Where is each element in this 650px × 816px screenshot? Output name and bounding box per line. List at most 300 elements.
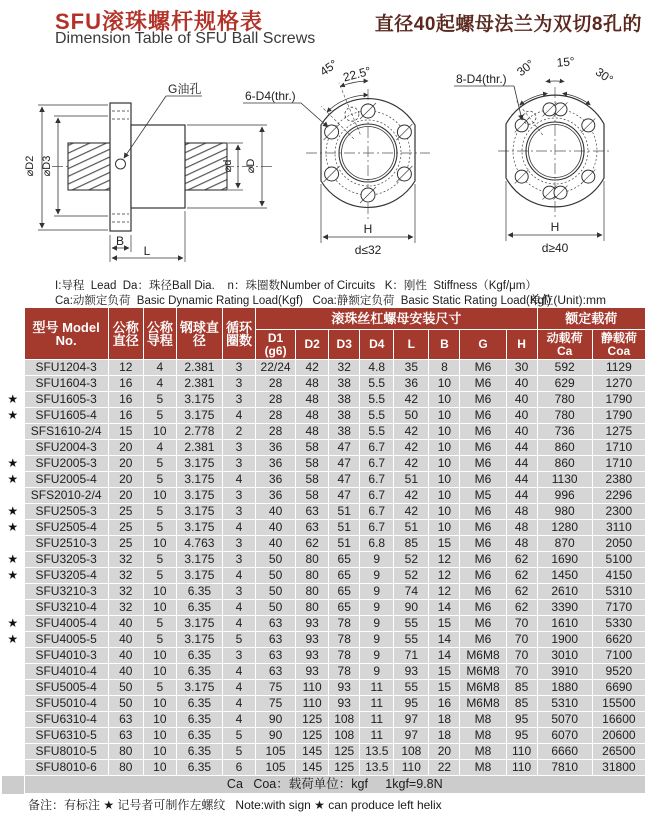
col-header-ball: 钢球直径 <box>176 308 222 360</box>
star-cell <box>2 648 24 664</box>
cell: 38 <box>329 408 360 424</box>
cell: 85 <box>394 536 429 552</box>
cell: 40 <box>256 504 296 520</box>
cell: 70 <box>506 664 537 680</box>
cell: 3 <box>222 392 255 408</box>
cell: 10 <box>429 424 460 440</box>
svg-text:G油孔: G油孔 <box>168 82 202 96</box>
page-title-cn: SFU滚珠螺杆规格表 <box>55 9 264 34</box>
flange8-drawing <box>454 54 616 255</box>
cell: 10 <box>429 488 460 504</box>
cell: 51 <box>329 504 360 520</box>
cell: 3.175 <box>176 472 222 488</box>
cell: 3.175 <box>176 552 222 568</box>
cell: 13.5 <box>360 760 394 776</box>
cell: 3 <box>222 552 255 568</box>
cell: 1790 <box>592 408 645 424</box>
cell: 1900 <box>537 632 592 648</box>
cell: 2300 <box>592 504 645 520</box>
cell: 10 <box>143 488 176 504</box>
cell: 95 <box>506 712 537 728</box>
cell: 40 <box>506 408 537 424</box>
cell: 36 <box>256 488 296 504</box>
cell: 32 <box>108 552 143 568</box>
cell: SFU3205-4 <box>24 568 108 584</box>
cell: 5 <box>222 728 255 744</box>
star-cell: ★ <box>2 632 24 648</box>
technical-drawings <box>0 53 650 275</box>
table-row <box>2 488 646 504</box>
cell: 52 <box>394 552 429 568</box>
table-row <box>2 696 646 712</box>
cell: 3.175 <box>176 408 222 424</box>
cell: 65 <box>329 600 360 616</box>
cell: 70 <box>506 648 537 664</box>
col-header-dia: 公称直径 <box>108 308 143 360</box>
cell: 10 <box>143 696 176 712</box>
cell: M8 <box>460 760 506 776</box>
cell: SFU2505-3 <box>24 504 108 520</box>
cell: 50 <box>108 696 143 712</box>
cell: 42 <box>394 456 429 472</box>
cell: SFU2005-4 <box>24 472 108 488</box>
cell: SFU4005-5 <box>24 632 108 648</box>
cell: 3.175 <box>176 680 222 696</box>
cell: 4 <box>222 680 255 696</box>
cell: 42 <box>394 392 429 408</box>
cell: SFU8010-6 <box>24 760 108 776</box>
cell: 105 <box>256 760 296 776</box>
cell: 5.5 <box>360 392 394 408</box>
cell: 36 <box>256 472 296 488</box>
cell: 1130 <box>537 472 592 488</box>
star-cell <box>2 584 24 600</box>
cell: 40 <box>506 424 537 440</box>
cell: 105 <box>256 744 296 760</box>
cell: 1270 <box>592 376 645 392</box>
cell: 15 <box>108 424 143 440</box>
cell: 80 <box>296 568 329 584</box>
table-row <box>2 360 646 376</box>
cell: 860 <box>537 456 592 472</box>
cell: 70 <box>506 616 537 632</box>
cell: 8 <box>429 360 460 376</box>
cell: 780 <box>537 392 592 408</box>
cell: 108 <box>394 744 429 760</box>
cell: 7100 <box>592 648 645 664</box>
cell: SFU6310-5 <box>24 728 108 744</box>
cell: 48 <box>296 376 329 392</box>
cell: 4 <box>222 696 255 712</box>
cell: 9 <box>360 584 394 600</box>
cell: 6660 <box>537 744 592 760</box>
cell: 7810 <box>537 760 592 776</box>
cell: 5 <box>143 568 176 584</box>
cell: 63 <box>256 616 296 632</box>
unit-note-cell: Ca Coa：载荷单位：kgf 1kgf=9.8N <box>24 776 645 794</box>
cell: 1790 <box>592 392 645 408</box>
star-cell <box>2 424 24 440</box>
star-cell <box>2 664 24 680</box>
cell: 5 <box>143 456 176 472</box>
table-row <box>2 632 646 648</box>
cell: 58 <box>296 456 329 472</box>
cell: 15 <box>429 680 460 696</box>
cell: 62 <box>506 568 537 584</box>
cell: 62 <box>506 552 537 568</box>
cell: M6M8 <box>460 696 506 712</box>
cell: M6 <box>460 520 506 536</box>
cell: 50 <box>108 680 143 696</box>
cell: 40 <box>256 520 296 536</box>
star-cell <box>2 696 24 712</box>
cell: 44 <box>506 472 537 488</box>
cell: SFU3210-3 <box>24 584 108 600</box>
cell: SFU4010-3 <box>24 648 108 664</box>
cell: 3910 <box>537 664 592 680</box>
cell: 71 <box>394 648 429 664</box>
cell: 6.35 <box>176 760 222 776</box>
star-cell: ★ <box>2 456 24 472</box>
cell: 5.5 <box>360 376 394 392</box>
cell: 18 <box>429 712 460 728</box>
cell: M8 <box>460 728 506 744</box>
cell: 3 <box>222 648 255 664</box>
cell: 110 <box>394 760 429 776</box>
flange8-holes-label <box>454 72 522 120</box>
table-row <box>2 424 646 440</box>
cell: 42 <box>296 360 329 376</box>
cell: 4 <box>222 568 255 584</box>
cell: 10 <box>143 424 176 440</box>
cell: 80 <box>108 760 143 776</box>
table-row <box>2 600 646 616</box>
cell: 1710 <box>592 456 645 472</box>
cell: 7170 <box>592 600 645 616</box>
cell: 93 <box>296 664 329 680</box>
cell: 4 <box>143 440 176 456</box>
cell: 12 <box>429 584 460 600</box>
dim-b-label: B <box>115 234 125 248</box>
cell: SFU3210-4 <box>24 600 108 616</box>
cell: 592 <box>537 360 592 376</box>
cell: SFU3205-3 <box>24 552 108 568</box>
col-header-model: 型号 Model No. <box>24 308 108 360</box>
cell: 6.7 <box>360 472 394 488</box>
cell: 75 <box>256 680 296 696</box>
cell: 35 <box>394 360 429 376</box>
col-header-coa: 静载荷 Coa <box>592 330 645 360</box>
cell: 78 <box>329 632 360 648</box>
cell: 5 <box>143 472 176 488</box>
cell: SFS1610-2/4 <box>24 424 108 440</box>
cell: 2380 <box>592 472 645 488</box>
cell: 36 <box>256 456 296 472</box>
cell: M6M8 <box>460 664 506 680</box>
cell: 3 <box>222 488 255 504</box>
cell: 5 <box>143 552 176 568</box>
cell: 9 <box>360 552 394 568</box>
cell: M8 <box>460 744 506 760</box>
flange8-cond-label: d≥40 <box>541 241 569 255</box>
cell: 10 <box>143 760 176 776</box>
cell: SFU4010-4 <box>24 664 108 680</box>
cell: 3 <box>222 376 255 392</box>
cell: 14 <box>429 632 460 648</box>
cell: SFU1604-3 <box>24 376 108 392</box>
cell: 48 <box>296 408 329 424</box>
cell: 3.175 <box>176 488 222 504</box>
cell: 110 <box>506 744 537 760</box>
cell: 65 <box>329 584 360 600</box>
cell: 63 <box>296 520 329 536</box>
flange6-drawing <box>243 57 430 257</box>
cell: 5 <box>143 392 176 408</box>
cell: 62 <box>506 584 537 600</box>
cell: 5.5 <box>360 408 394 424</box>
cell: 58 <box>296 472 329 488</box>
cell: 90 <box>394 600 429 616</box>
cell: M6 <box>460 616 506 632</box>
cell: 28 <box>256 376 296 392</box>
col-header-lead: 公称导程 <box>143 308 176 360</box>
cell: 6.35 <box>176 696 222 712</box>
cell: 32 <box>329 360 360 376</box>
cell: 11 <box>360 728 394 744</box>
cell: SFU6310-4 <box>24 712 108 728</box>
cell: 1690 <box>537 552 592 568</box>
cell: 97 <box>394 712 429 728</box>
cell: 48 <box>506 504 537 520</box>
cell: 2050 <box>592 536 645 552</box>
cell: 18 <box>429 728 460 744</box>
table-row <box>2 504 646 520</box>
cell: 40 <box>506 376 537 392</box>
cell: 3.175 <box>176 632 222 648</box>
cell: 3 <box>222 504 255 520</box>
cell: 10 <box>143 712 176 728</box>
cell: 15500 <box>592 696 645 712</box>
cell: 6.35 <box>176 584 222 600</box>
cell: 38 <box>329 424 360 440</box>
cell: 70 <box>506 632 537 648</box>
table-row <box>2 568 646 584</box>
cell: 5 <box>222 744 255 760</box>
cell: M6 <box>460 408 506 424</box>
cell: 51 <box>329 520 360 536</box>
cell: 870 <box>537 536 592 552</box>
table-row <box>2 520 646 536</box>
cell: 6690 <box>592 680 645 696</box>
cell: SFU2505-4 <box>24 520 108 536</box>
page-title-right-note: 直径40起螺母法兰为双切8孔的 <box>374 14 642 35</box>
spec-table <box>2 307 646 794</box>
cell: 22 <box>429 760 460 776</box>
cell: 3.175 <box>176 616 222 632</box>
cell: 55 <box>394 680 429 696</box>
cell: 93 <box>296 632 329 648</box>
cell: 125 <box>296 728 329 744</box>
cell: 2.381 <box>176 360 222 376</box>
cell: 65 <box>329 568 360 584</box>
cell: M6 <box>460 504 506 520</box>
star-cell: ★ <box>2 504 24 520</box>
col-header-d1: D1 (g6) <box>256 330 296 360</box>
cell: 78 <box>329 664 360 680</box>
cell: SFU2004-3 <box>24 440 108 456</box>
col-header-circuits: 循环圈数 <box>222 308 255 360</box>
cell: 1275 <box>592 424 645 440</box>
cell: M6 <box>460 472 506 488</box>
cell: 65 <box>329 552 360 568</box>
cell: 145 <box>296 760 329 776</box>
table-row <box>2 664 646 680</box>
cell: 15 <box>429 664 460 680</box>
table-row <box>2 584 646 600</box>
cell: 6.7 <box>360 456 394 472</box>
cell: M6 <box>460 392 506 408</box>
cell: 42 <box>394 504 429 520</box>
cell: 9 <box>360 632 394 648</box>
cell: 10 <box>429 456 460 472</box>
cell: 9 <box>360 600 394 616</box>
cell: 11 <box>360 680 394 696</box>
cell: 996 <box>537 488 592 504</box>
cell: 93 <box>329 696 360 712</box>
cell: 13.5 <box>360 744 394 760</box>
dim-d3-label: ⌀D3 <box>41 155 53 177</box>
cell: 80 <box>296 552 329 568</box>
cell: 1710 <box>592 440 645 456</box>
cell: 860 <box>537 440 592 456</box>
table-row <box>2 728 646 744</box>
cell: 50 <box>256 568 296 584</box>
cell: 93 <box>394 664 429 680</box>
cell: M6 <box>460 536 506 552</box>
cell: 780 <box>537 408 592 424</box>
angle-30r-label: 30° <box>592 64 616 87</box>
angle-225-label: 22.5° <box>341 63 373 85</box>
cell: 25 <box>108 536 143 552</box>
cell: SFU2510-3 <box>24 536 108 552</box>
col-header-d3: D3 <box>329 330 360 360</box>
cell: 10 <box>429 472 460 488</box>
cell: 110 <box>296 696 329 712</box>
cell: 10 <box>143 600 176 616</box>
cell: 16 <box>108 408 143 424</box>
cell: 3.175 <box>176 456 222 472</box>
cell: 6.7 <box>360 504 394 520</box>
star-cell: ★ <box>2 472 24 488</box>
cell: 5 <box>143 616 176 632</box>
cell: 3390 <box>537 600 592 616</box>
cell: 47 <box>329 472 360 488</box>
cell: 26500 <box>592 744 645 760</box>
svg-text:8-D4(thr.): 8-D4(thr.) <box>456 72 507 86</box>
cell: 6.35 <box>176 744 222 760</box>
cell: 42 <box>394 424 429 440</box>
cell: 3 <box>222 360 255 376</box>
cell: 4.8 <box>360 360 394 376</box>
cell: 10 <box>143 584 176 600</box>
cell: 40 <box>108 632 143 648</box>
cell: 5310 <box>592 584 645 600</box>
cell: SFU1605-4 <box>24 408 108 424</box>
cell: 6.35 <box>176 712 222 728</box>
cell: M6M8 <box>460 680 506 696</box>
cell: 63 <box>108 712 143 728</box>
cell: 736 <box>537 424 592 440</box>
angle-30l-label: 30° <box>514 56 538 79</box>
cell: 47 <box>329 456 360 472</box>
cell: 5 <box>143 680 176 696</box>
cell: M6 <box>460 440 506 456</box>
cell: 48 <box>296 392 329 408</box>
cell: 90 <box>256 728 296 744</box>
legend-line2: Ca:动额定负荷 Basic Dynamic Rating Load(Kgf) Coa:静额定负荷 Basic Static Rating Load(Kgf) <box>55 295 551 307</box>
star-cell <box>2 376 24 392</box>
cell: 4150 <box>592 568 645 584</box>
cell: 16 <box>429 696 460 712</box>
cell: 14 <box>429 600 460 616</box>
side-view-drawing <box>24 81 272 262</box>
star-cell <box>2 728 24 744</box>
star-cell <box>2 360 24 376</box>
cell: M6M8 <box>460 648 506 664</box>
cell: 78 <box>329 616 360 632</box>
table-row <box>2 392 646 408</box>
cell: 10 <box>143 728 176 744</box>
cell: 50 <box>256 552 296 568</box>
cell: 20 <box>108 472 143 488</box>
bottom-note: 备注：有标注 ★ 记号者可制作左螺纹 Note:with sign ★ can produce left helix <box>28 798 442 812</box>
cell: 5330 <box>592 616 645 632</box>
cell: M6 <box>460 360 506 376</box>
table-row <box>2 552 646 568</box>
cell: 3 <box>222 584 255 600</box>
cell: 20 <box>429 744 460 760</box>
page-title-en: Dimension Table of SFU Ball Screws <box>55 30 316 47</box>
cell: 2.381 <box>176 440 222 456</box>
col-header-d2: D2 <box>296 330 329 360</box>
cell: 3 <box>222 456 255 472</box>
cell: 10 <box>143 744 176 760</box>
cell: M6 <box>460 376 506 392</box>
cell: 55 <box>394 616 429 632</box>
cell: 10 <box>429 504 460 520</box>
cell: 12 <box>429 568 460 584</box>
cell: 42 <box>394 488 429 504</box>
cell: 63 <box>108 728 143 744</box>
cell: 75 <box>256 696 296 712</box>
cell: 5 <box>143 408 176 424</box>
star-cell: ★ <box>2 552 24 568</box>
cell: 9 <box>360 664 394 680</box>
cell: 125 <box>296 712 329 728</box>
star-cell <box>2 488 24 504</box>
cell: 9520 <box>592 664 645 680</box>
cell: SFU5010-4 <box>24 696 108 712</box>
col-header-ca: 动载荷 Ca <box>537 330 592 360</box>
dim-d2-label: ⌀D2 <box>24 155 36 177</box>
col-header-b: B <box>429 330 460 360</box>
cell: 58 <box>296 488 329 504</box>
cell: 36 <box>256 440 296 456</box>
cell: 95 <box>394 696 429 712</box>
cell: 20600 <box>592 728 645 744</box>
cell: 90 <box>256 712 296 728</box>
cell: 48 <box>506 520 537 536</box>
